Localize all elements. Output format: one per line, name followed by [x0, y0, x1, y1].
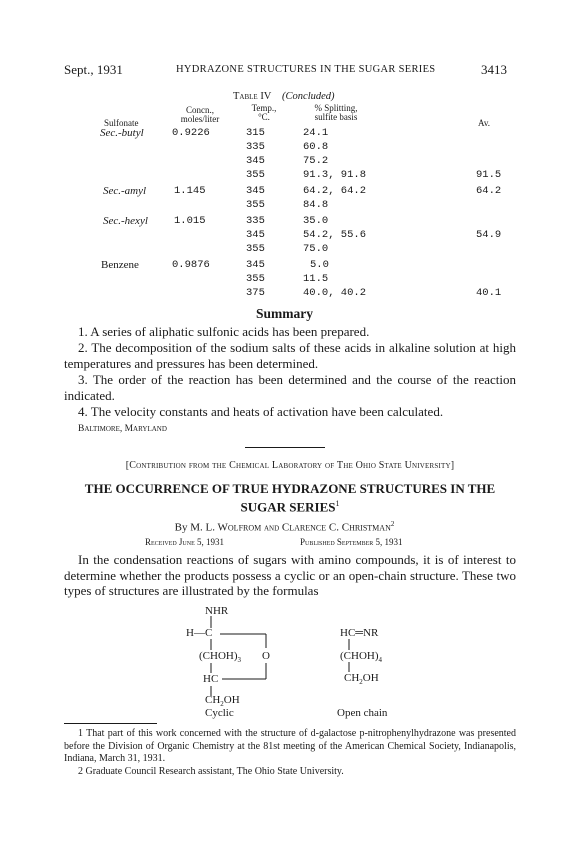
table-caption-concluded: (Concluded): [282, 91, 335, 102]
table-header-temp: [242, 104, 286, 122]
summary-item: 4. The velocity constants and heats of activation have been calculated.: [78, 404, 444, 419]
table-cell-average: 40.1: [476, 287, 502, 299]
intro-paragraph: In the condensation reactions of sugars with amino compounds, it is of interest to determine whether the products possess a cyclic or an open-chain structure. These two types of structures are illustrated by the formulas: [64, 552, 516, 598]
page-number: 3413: [481, 62, 507, 77]
author-name: Clarence C. Christman: [281, 521, 391, 534]
formula-ch-text: CH: [205, 694, 221, 706]
formula-cyclic-o: O: [262, 650, 270, 662]
article-title-text: THE OCCURRENCE OF TRUE HYDRAZONE STRUCTURES IN THE SUGAR SERIES: [84, 481, 496, 515]
byline: [0, 520, 569, 534]
title-footnote-mark: 1: [335, 499, 340, 508]
table-cell-temp: 355: [246, 243, 265, 255]
table-header-split-line1: % Splitting,: [314, 103, 358, 113]
table-cell-split: 60.8: [303, 141, 329, 153]
formula-open-sub: 4: [378, 656, 382, 665]
table-cell-split: 64.2, 64.2: [303, 185, 367, 197]
formula-cyclic-label: Cyclic: [205, 707, 234, 719]
table-row-name: Sec.-hexyl: [103, 215, 148, 227]
table-cell-split: 35.0: [303, 215, 329, 227]
summary-item: 3. The order of the reaction has been determined and the course of the reaction indicated.: [64, 372, 516, 403]
table-header-split-line2: sulfite basis: [314, 112, 358, 122]
table-header-splitting: [296, 104, 376, 122]
running-head-title: HYDRAZONE STRUCTURES IN THE SUGAR SERIES: [176, 64, 436, 75]
table-header-conc-line2: moles/liter: [180, 114, 220, 124]
table-row-name: Benzene: [101, 259, 139, 271]
table-cell-split: 5.0: [310, 259, 329, 271]
table-cell-temp: 335: [246, 141, 265, 153]
table-cell-split: 75.0: [303, 243, 329, 255]
formula-open-choh-text: (CHOH): [340, 650, 379, 662]
table-header-temp-line2: °C.: [258, 112, 270, 122]
formula-cyclic-nhr: NHR: [205, 605, 229, 617]
contribution-line: [Contribution from the Chemical Laboratory of The Ohio State University]: [125, 460, 455, 471]
table-cell-conc: 1.145: [174, 185, 206, 197]
table-header-conc: [170, 106, 230, 124]
byline-by: By: [174, 521, 188, 534]
section-divider: [245, 447, 325, 448]
table-cell-temp: 315: [246, 127, 265, 139]
table-cell-split: 40.0, 40.2: [303, 287, 367, 299]
table-cell-split: 91.3, 91.8: [303, 169, 367, 181]
footnote: 1 That part of this work concerned with the structure of d-galactose p-nitrophenylhydrazone was presented before the Division of Organic Chemistry at the 81st meeting of the American Chemical Society, Indianapolis, Indiana, March 31, 1931.: [64, 728, 516, 764]
table-cell-temp: 345: [246, 259, 265, 271]
summary-item: 2. The decomposition of the sodium salts of these acids in alkaline solution at high temperatures and pressures has been determined.: [64, 340, 516, 371]
author-location: Baltimore, Maryland: [78, 424, 167, 434]
table-cell-temp: 355: [246, 273, 265, 285]
formula-sub: 2: [359, 678, 363, 687]
summary-item: 1. A series of aliphatic sulfonic acids has been prepared.: [78, 324, 370, 339]
published-date: Published September 5, 1931: [300, 537, 403, 547]
table-cell-conc: 1.015: [174, 215, 206, 227]
formula-cyclic-sub: 3: [237, 656, 241, 665]
formula-sub: 2: [220, 700, 224, 709]
table-cell-average: 64.2: [476, 185, 502, 197]
cyclic-formula-bonds: [180, 614, 290, 698]
table-cell-split: 75.2: [303, 155, 329, 167]
table-header-temp-line1: Temp.,: [251, 103, 277, 113]
table-header-average: Av.: [478, 118, 490, 128]
table-cell-temp: 345: [246, 155, 265, 167]
table-header-conc-line1: Concn.,: [186, 105, 214, 115]
footnote: 2 Graduate Council Research assistant, The Ohio State University.: [78, 766, 344, 777]
table-cell-average: 91.5: [476, 169, 502, 181]
formula-cyclic-hc-top: H—C: [186, 627, 213, 639]
byline-and: and: [264, 522, 280, 534]
formula-oh-text: OH: [362, 672, 379, 684]
author-footnote-mark: 2: [390, 520, 395, 528]
table-cell-split: 54.2, 55.6: [303, 229, 367, 241]
table-cell-temp: 375: [246, 287, 265, 299]
table-cell-conc: 0.9876: [172, 259, 210, 271]
running-head-date: Sept., 1931: [64, 62, 123, 77]
article-title: [64, 481, 516, 514]
formula-open-hcnr: HC═NR: [340, 627, 379, 639]
formula-oh-text: OH: [223, 694, 240, 706]
table-caption-label: Table IV: [233, 91, 272, 102]
summary-heading: Summary: [256, 306, 313, 321]
table-caption: [233, 91, 335, 102]
formula-cyclic-hc-bottom: HC: [203, 673, 219, 685]
table-row-name: Sec.-amyl: [103, 185, 147, 197]
table-cell-temp: 355: [246, 169, 265, 181]
table-cell-split: 11.5: [303, 273, 329, 285]
table-cell-split: 24.1: [303, 127, 329, 139]
table-cell-conc: 0.9226: [172, 127, 210, 139]
received-date: Received June 5, 1931: [145, 537, 224, 547]
table-header-sulfonate: Sulfonate: [104, 118, 139, 128]
table-cell-average: 54.9: [476, 229, 502, 241]
open-formula-bonds: [340, 638, 380, 678]
formula-open-label: Open chain: [337, 707, 388, 719]
table-row-name: Sec.-butyl: [100, 127, 144, 139]
author-name: M. L. Wolfrom: [190, 521, 262, 534]
formula-cyclic-choh-text: (CHOH): [199, 650, 238, 662]
table-cell-temp: 345: [246, 229, 265, 241]
table-cell-temp: 345: [246, 185, 265, 197]
footnote-rule: [64, 723, 157, 724]
table-cell-temp: 335: [246, 215, 265, 227]
formula-ch-text: CH: [344, 672, 360, 684]
table-cell-temp: 355: [246, 199, 265, 211]
table-cell-split: 84.8: [303, 199, 329, 211]
